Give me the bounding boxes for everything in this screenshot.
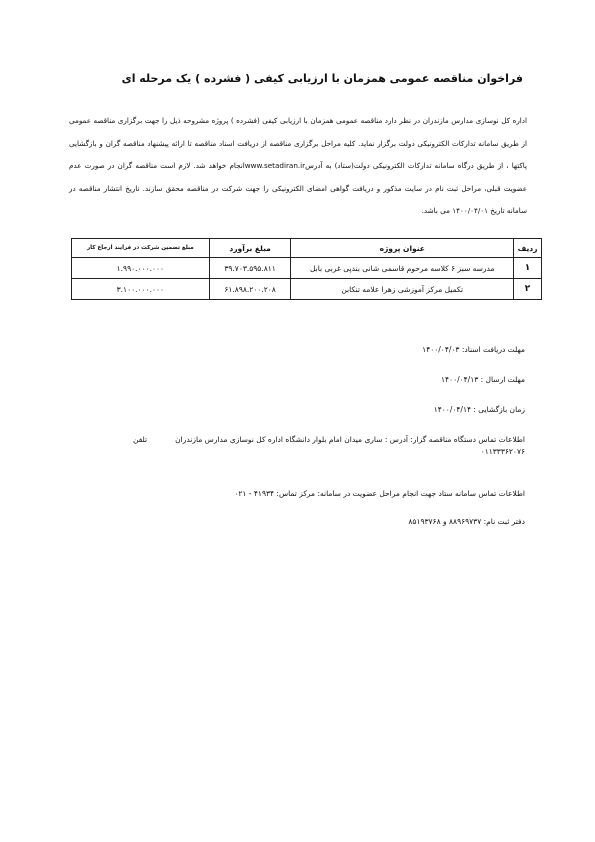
tender-table (71, 238, 542, 300)
table-header-row (72, 239, 542, 258)
project-title-cell: مدرسه سبز ۶ کلاسه مرحوم قاسمی شانی بندپی غربی بابل (291, 258, 514, 279)
header-estimated-amount: مبلغ برآورد (209, 239, 291, 258)
setad-contact-phone: ۰۲۱ - ۴۱۹۳۴ (234, 489, 275, 498)
contact-address: اطلاعات تماس دستگاه مناقصه گزار: آدرس : ساری میدان امام بلوار دانشگاه اداره کل نوسازی مدارس مازندران (175, 435, 525, 444)
estimated-amount-cell: ۶۱.۸۹۸.۲۰۰.۲۰۸ (209, 279, 291, 300)
phone-label: تلفن (133, 435, 148, 444)
row-number: ۱ (514, 258, 542, 279)
intro-paragraph: اداره کل نوسازی مدارس مازندران در نظر دارد مناقصه عمومی همزمان با ارزیابی کیفی (فشرده ) پروژه مشروحه ذیل را جهت برگزاری مناقصه عمومی از طریق سامانه تدارکات الکترونیکی دولت برگزار نماید. کلیه مراحل برگزاری مناقصه از دریافت اسناد مناقصه تا ارائه پیشنهاد مناقصه گران و بازگشایی پاکتها ، از طریق درگاه سامانه تدارکات الکترونیکی دولت(ستاد) به آدرسwww.setadiran.irانجام خواهد شد. لازم است مناقصه گران در صورت عدم عضویت قبلی، مراحل ثبت نام در سایت مذکور و دریافت گواهی امضای الکترونیکی را جهت شرکت در مناقصه محقق سازند. تاریخ انتشار مناقصه در سامانه تاریخ ۱۴۰۰/۰۴/۰۱ می باشد. (69, 116, 527, 215)
setad-contact-label: اطلاعات تماس سامانه ستاد جهت انجام مراحل عضویت در سامانه: مرکز تماس: (276, 489, 525, 498)
table-row (72, 258, 542, 279)
guarantee-amount-cell: ۱.۹۹۰.۰۰۰.۰۰۰ (72, 258, 210, 279)
opening-time: زمان بازگشایی : ۱۴۰۰/۰۴/۱۴ (433, 405, 525, 414)
receive-deadline: مهلت دریافت اسناد: ۱۴۰۰/۰۴/۰۳ (422, 345, 525, 354)
header-project-title: عنوان پروژه (291, 239, 514, 258)
estimated-amount-cell: ۳۹.۷۰۳.۵۹۵.۸۱۱ (209, 258, 291, 279)
contact-phone: ۰۱۱۳۳۳۶۲۰۷۶ (480, 447, 525, 456)
send-deadline: مهلت ارسال : ۱۴۰۰/۰۴/۱۳ (440, 375, 525, 384)
guarantee-amount-cell: ۳.۱۰۰.۰۰۰.۰۰۰ (72, 279, 210, 300)
table-row (72, 279, 542, 300)
page-title: فراخوان مناقصه عمومی همزمان با ارزیابی کیفی ( فشرده ) یک مرحله ای (121, 72, 523, 85)
setad-contact (55, 488, 525, 500)
registry-office: دفتر ثبت نام: ۸۸۹۶۹۷۳۷ و ۸۵۱۹۳۷۶۸ (408, 517, 525, 526)
header-row-number: ردیف (514, 239, 542, 258)
project-title-cell: تکمیل مرکز آموزشی زهرا علامه تنکابن (291, 279, 514, 300)
row-number: ۲ (514, 279, 542, 300)
contact-address-block (55, 434, 525, 458)
header-guarantee-amount: مبلغ تضمین شرکت در فرایند ارجاع کار (72, 239, 210, 258)
